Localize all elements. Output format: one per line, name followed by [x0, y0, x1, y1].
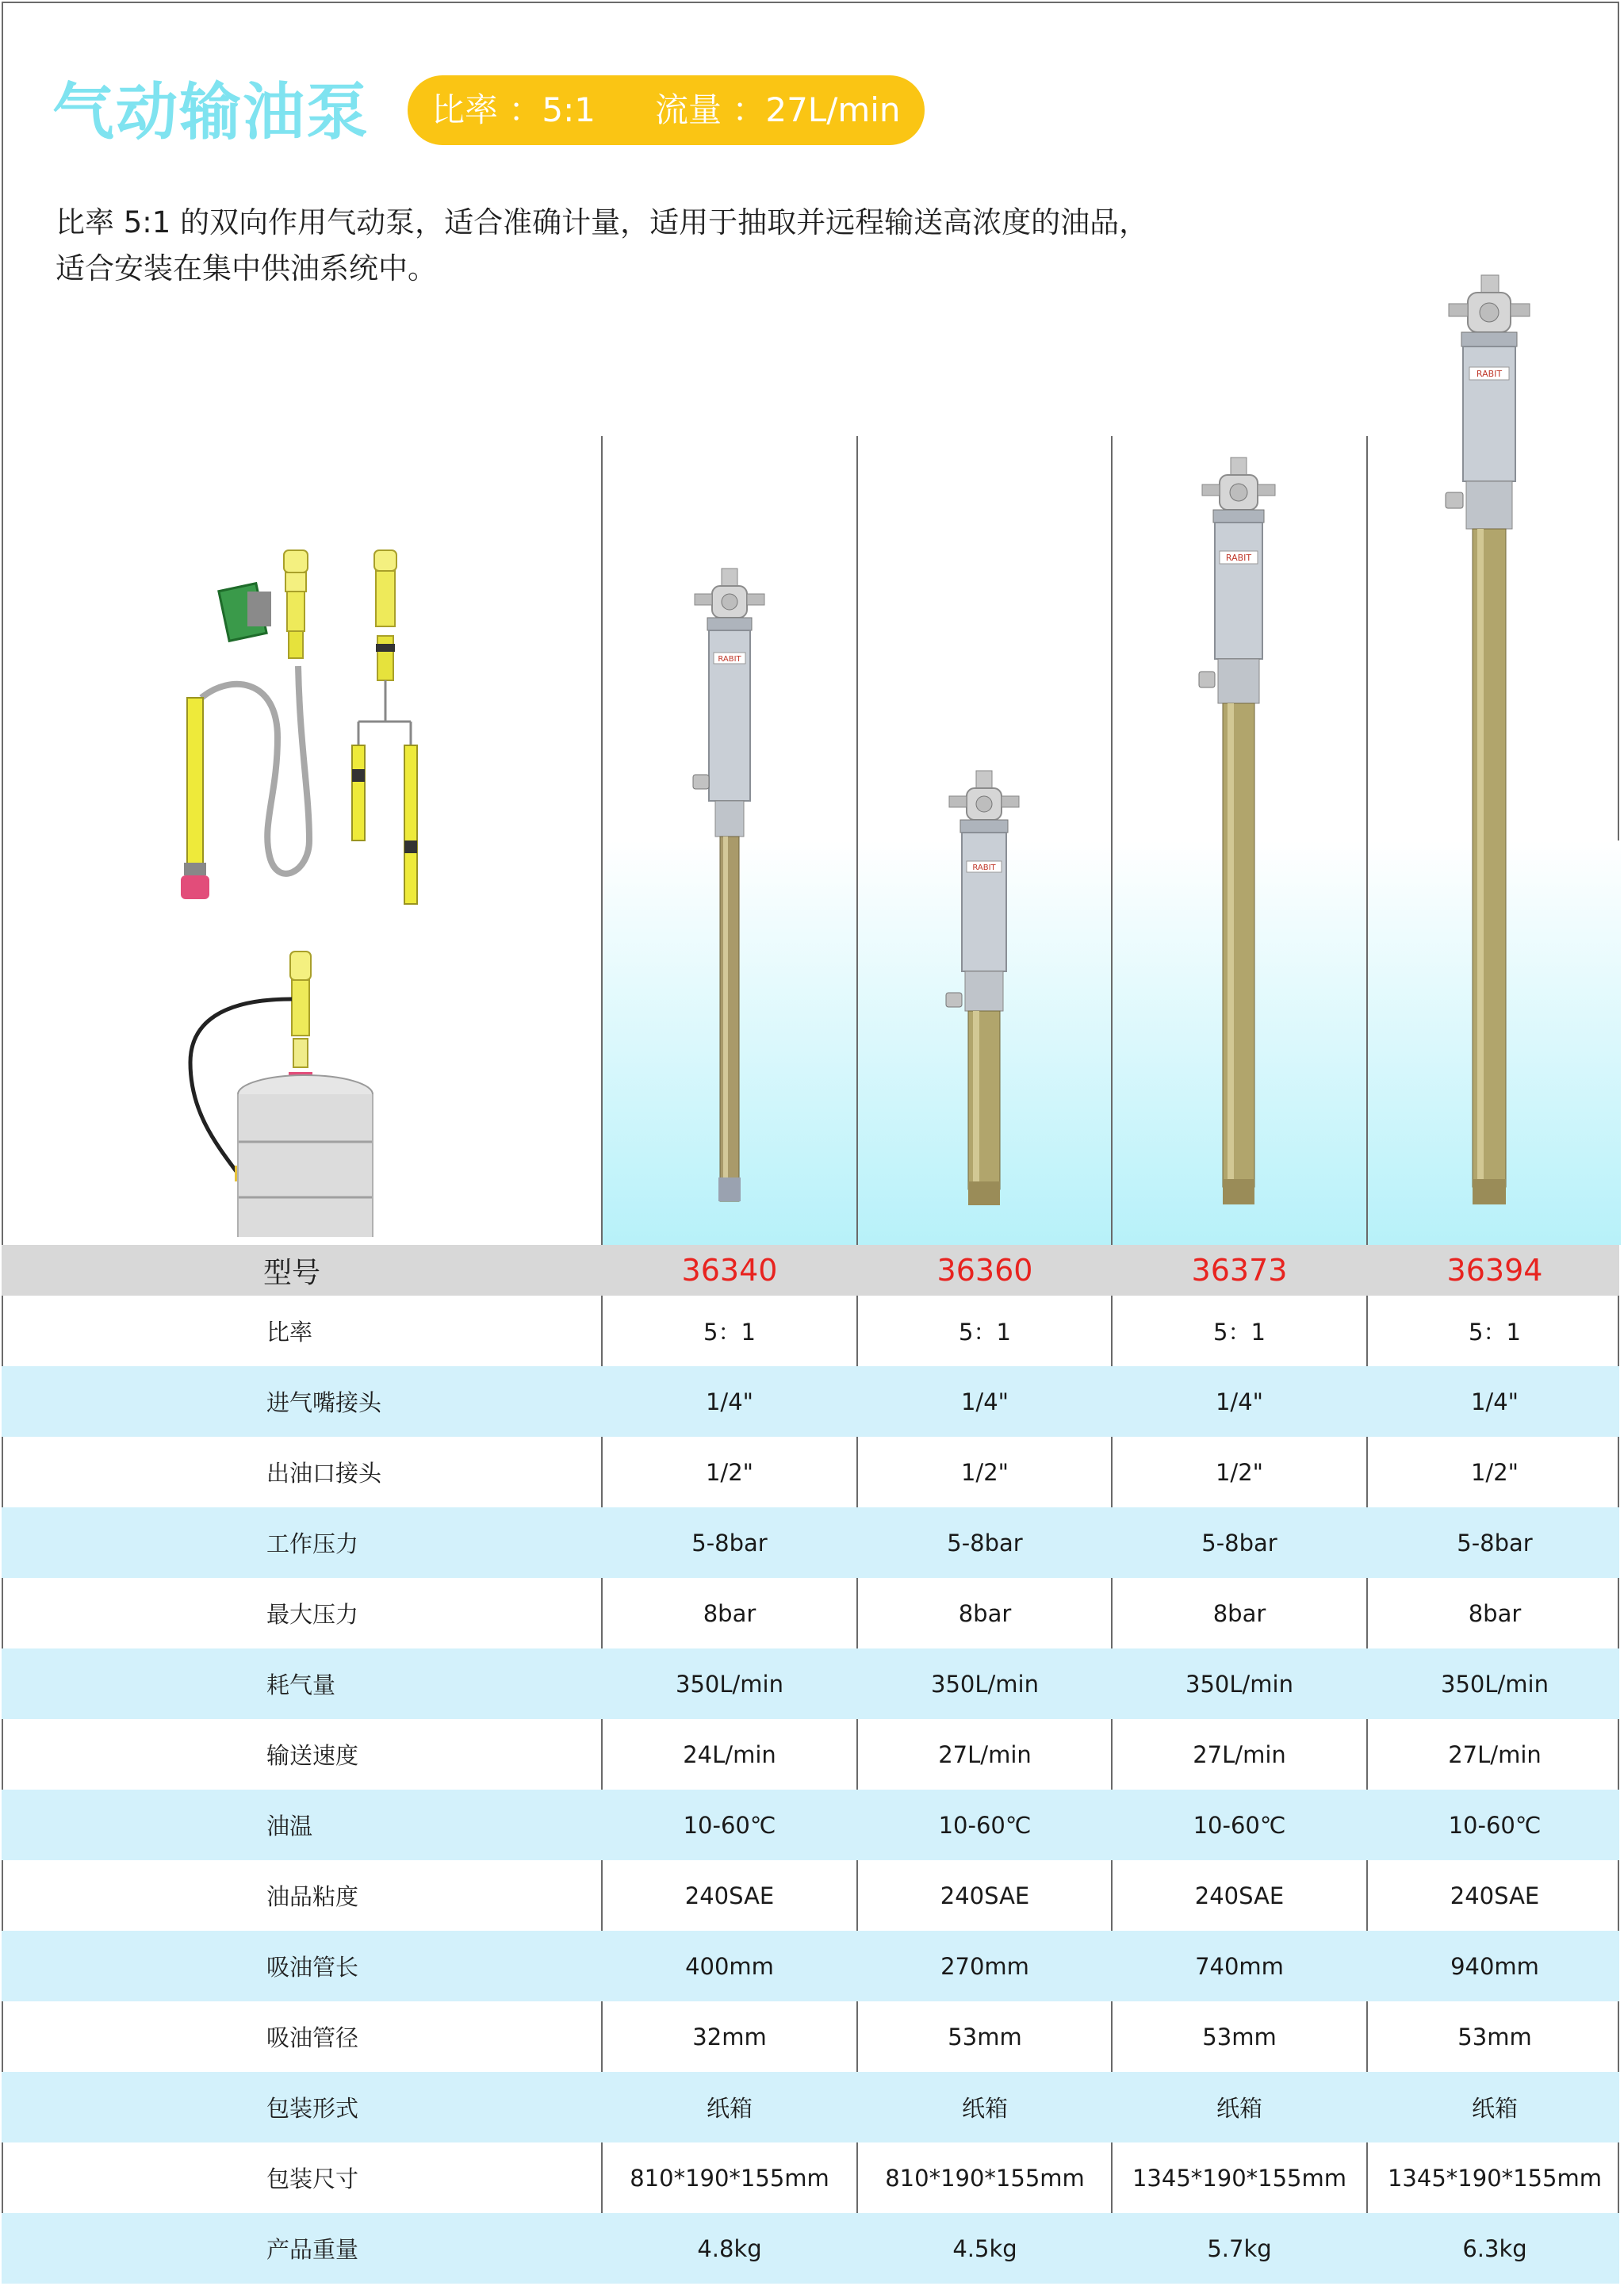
spec-label: 吸油管径	[266, 2024, 359, 2051]
spec-value: 27L/min	[1448, 1740, 1542, 1768]
spec-value: 1345*190*155mm	[1132, 2164, 1346, 2192]
pump-image-36340	[682, 567, 777, 1209]
spec-value: 5-8bar	[1457, 1529, 1533, 1557]
spec-value: 53mm	[1202, 2023, 1277, 2051]
brand-label: RABIT	[972, 863, 996, 872]
product-description	[56, 200, 1404, 292]
spec-label: 包装尺寸	[266, 2165, 359, 2192]
spec-value: 350L/min	[931, 1670, 1039, 1698]
spec-value: 5：1	[1213, 1319, 1266, 1346]
spec-value: 纸箱	[1216, 2095, 1262, 2122]
spec-value: 10-60℃	[1193, 1811, 1286, 1839]
spec-value: 24L/min	[683, 1740, 776, 1768]
spec-label: 最大压力	[266, 1601, 359, 1628]
spec-value: 1/2"	[1470, 1458, 1519, 1486]
spec-label: 输送速度	[266, 1742, 359, 1769]
pump-image-36373	[1191, 456, 1286, 1209]
spec-value: 5：1	[959, 1319, 1011, 1346]
spec-label: 耗气量	[266, 1671, 336, 1698]
spec-value: 53mm	[948, 2023, 1022, 2051]
page-title: 气动输油泵	[52, 77, 370, 148]
spec-value: 27L/min	[1193, 1740, 1286, 1768]
spec-value: 10-60℃	[938, 1811, 1032, 1839]
spec-value: 1/4"	[1470, 1388, 1519, 1415]
spec-value: 1/2"	[705, 1458, 753, 1486]
spec-value: 240SAE	[1194, 1882, 1285, 1909]
spec-value: 10-60℃	[683, 1811, 776, 1839]
pump-image-36394	[1438, 274, 1541, 1209]
spec-value: 240SAE	[684, 1882, 775, 1909]
brand-label: RABIT	[1476, 369, 1503, 379]
spec-value: 1/2"	[960, 1458, 1009, 1486]
pump-image-36360	[936, 769, 1032, 1209]
spec-value: 5.7kg	[1207, 2234, 1272, 2262]
spec-value: 350L/min	[1441, 1670, 1549, 1698]
spec-value: 8bar	[1468, 1599, 1522, 1627]
spec-value: 4.5kg	[952, 2234, 1017, 2262]
spec-row	[2, 1860, 1619, 1931]
model-number: 36360	[936, 1253, 1033, 1288]
spec-badge	[408, 75, 925, 145]
spec-value: 纸箱	[1471, 2095, 1518, 2122]
spec-value: 1/4"	[705, 1388, 753, 1415]
spec-value: 1/4"	[960, 1388, 1009, 1415]
spec-row	[2, 1719, 1619, 1790]
spec-value: 4.8kg	[697, 2234, 762, 2262]
flow-badge-label: 流量 ：27L/min	[655, 90, 901, 129]
spec-row	[2, 1296, 1619, 1366]
spec-value: 8bar	[958, 1599, 1012, 1627]
spec-value: 5-8bar	[1201, 1529, 1277, 1557]
spec-row	[2, 2142, 1619, 2213]
spec-value: 400mm	[685, 1952, 774, 1980]
spec-value: 270mm	[940, 1952, 1029, 1980]
spec-value: 32mm	[692, 2023, 767, 2051]
spec-row	[2, 1437, 1619, 1507]
spec-row	[2, 2213, 1619, 2284]
spec-value: 810*190*155mm	[885, 2164, 1085, 2192]
installation-diagram	[159, 539, 460, 1237]
spec-value: 8bar	[1212, 1599, 1266, 1627]
model-number: 36340	[681, 1253, 778, 1288]
spec-label: 进气嘴接头	[266, 1389, 382, 1416]
spec-value: 6.3kg	[1462, 2234, 1527, 2262]
spec-value: 240SAE	[1450, 1882, 1540, 1909]
spec-label: 产品重量	[266, 2236, 359, 2263]
spec-value: 5：1	[703, 1319, 756, 1346]
spec-label: 油品粘度	[266, 1883, 359, 1910]
model-number: 36394	[1446, 1253, 1543, 1288]
spec-value: 纸箱	[706, 2095, 753, 2122]
spec-row	[2, 1366, 1619, 1437]
spec-value: 810*190*155mm	[630, 2164, 829, 2192]
spec-value: 350L/min	[676, 1670, 783, 1698]
spec-value: 1/2"	[1215, 1458, 1263, 1486]
spec-row	[2, 1931, 1619, 2001]
model-header-row	[2, 1245, 1619, 1296]
description-line-2: 适合安装在集中供油系统中。	[56, 251, 437, 285]
model-number: 36373	[1191, 1253, 1288, 1288]
brand-label: RABIT	[1225, 553, 1252, 563]
brand-label: RABIT	[718, 655, 741, 664]
spec-value: 5-8bar	[691, 1529, 768, 1557]
spec-row	[2, 1648, 1619, 1719]
spec-label: 工作压力	[266, 1530, 359, 1557]
spec-row	[2, 1790, 1619, 1860]
description-line-1: 比率 5:1 的双向作用气动泵，适合准确计量，适用于抽取并远程输送高浓度的油品，	[56, 205, 1149, 239]
spec-value: 1345*190*155mm	[1387, 2164, 1602, 2192]
spec-value: 240SAE	[940, 1882, 1030, 1909]
spec-label: 包装形式	[266, 2095, 359, 2122]
spec-value: 1/4"	[1215, 1388, 1263, 1415]
spec-value: 350L/min	[1185, 1670, 1293, 1698]
spec-label: 出油口接头	[266, 1460, 382, 1487]
spec-label: 比率	[266, 1319, 313, 1346]
spec-value: 10-60℃	[1448, 1811, 1542, 1839]
spec-row	[2, 1507, 1619, 1578]
model-header-label: 型号	[263, 1256, 321, 1289]
spec-value: 8bar	[703, 1599, 756, 1627]
spec-value: 5：1	[1469, 1319, 1521, 1346]
spec-value: 53mm	[1457, 2023, 1532, 2051]
spec-row	[2, 2072, 1619, 2142]
spec-value: 940mm	[1450, 1952, 1539, 1980]
spec-label: 油温	[266, 1813, 313, 1840]
spec-label: 吸油管长	[266, 1954, 359, 1981]
ratio-badge-label: 比率 ：5:1	[431, 90, 596, 129]
spec-value: 740mm	[1195, 1952, 1284, 1980]
spec-row	[2, 2001, 1619, 2072]
spec-row	[2, 1578, 1619, 1648]
spec-value: 27L/min	[938, 1740, 1032, 1768]
spec-value: 5-8bar	[947, 1529, 1023, 1557]
spec-value: 纸箱	[961, 2095, 1008, 2122]
